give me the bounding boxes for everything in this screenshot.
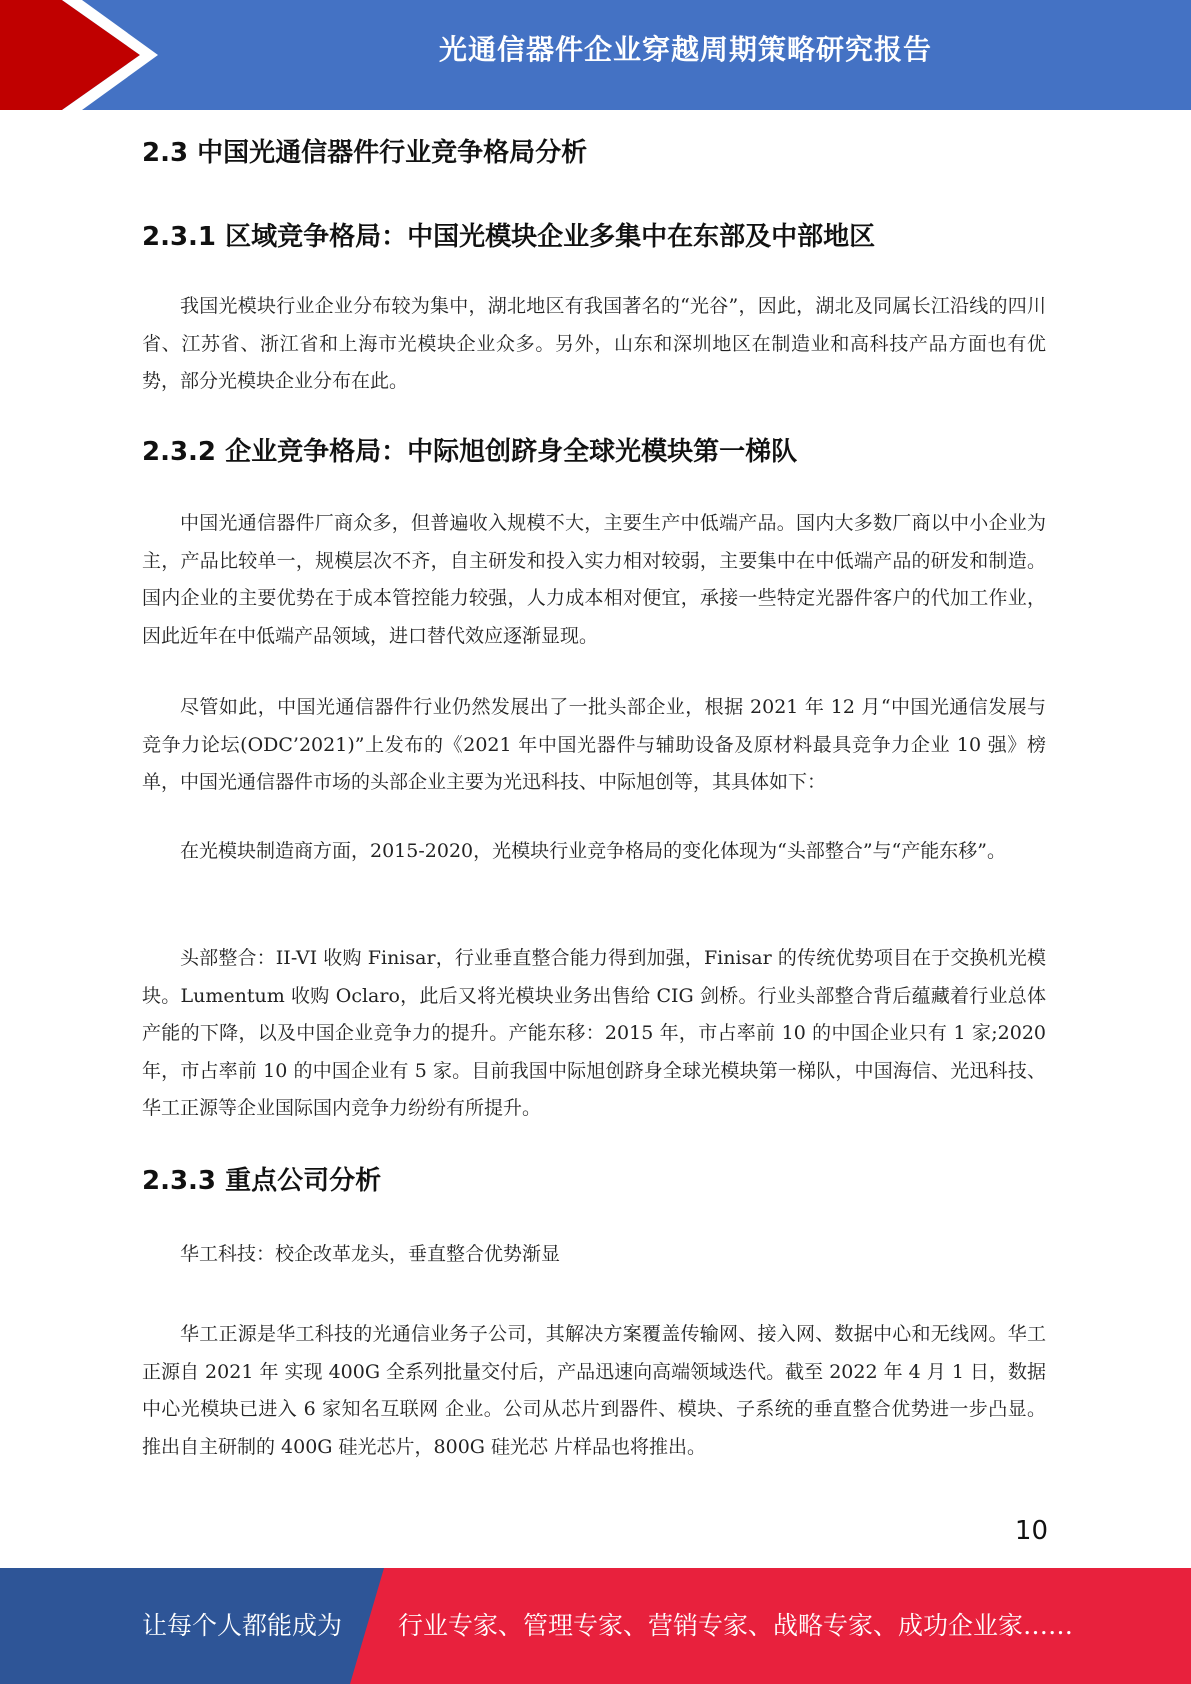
section-heading-2-3-2: 2.3.2 企业竞争格局：中际旭创跻身全球光模块第一梯队 (142, 437, 798, 467)
section-heading-2-3: 2.3 中国光通信器件行业竞争格局分析 (142, 138, 588, 168)
page-footer (0, 1568, 1191, 1684)
page-header (0, 0, 1191, 110)
paragraph-company-analysis: 华工正源是华工科技的光通信业务子公司，其解决方案覆盖传输网、接入网、数据中心和无线网。华工正源自 2021 年 实现 400G 全系列批量交付后，产品迅速向高端领域迭代。截至 2022 年 4 月 1 日，数据中心光模块已进入 6 家知名互联网 企业。公司从芯片到器件、模块、子系统的垂直整合优势进一步凸显。推出自主研制的 400G 硅光芯片，800G 硅光芯 片样品也将推出。 (142, 1323, 1046, 1458)
section-heading-2-3-3: 2.3.3 重点公司分析 (142, 1166, 382, 1196)
footer-slogan-right: 行业专家、管理专家、营销专家、战略专家、成功企业家…… (398, 1611, 1074, 1640)
footer-slogan-left: 让每个人都能成为 (142, 1611, 343, 1640)
paragraph-company-subtitle: 华工科技：校企改革龙头，垂直整合优势渐显 (180, 1243, 561, 1265)
page-number: 10 (1014, 1516, 1048, 1546)
section-heading-2-3-1: 2.3.1 区域竞争格局：中国光模块企业多集中在东部及中部地区 (142, 222, 876, 252)
paragraph-regional-distribution: 我国光模块行业企业分布较为集中，湖北地区有我国著名的“光谷”，因此，湖北及同属长江沿线的四川省、江苏省、浙江省和上海市光模块企业众多。另外，山东和深圳地区在制造业和高科技产品方面也有优势，部分光模块企业分布在此。 (142, 295, 1046, 392)
paragraph-head-integration: 头部整合：II-VI 收购 Finisar，行业垂直整合能力得到加强，Finisar 的传统优势项目在于交换机光模块。Lumentum 收购 Oclaro，此后又将光模块业务出售给 CIG 剑桥。行业头部整合背后蕴藏着行业总体产能的下降，以及中国企业竞争力的提升。产能东移：2015 年，市占率前 10 的中国企业只有 1 家;2020 年，市占率前 10 的中国企业有 5 家。目前我国中际旭创跻身全球光模块第一梯队，中国海信、光迅科技、华工正源等企业国际国内竞争力纷纷有所提升。 (142, 947, 1046, 1119)
header-title: 光通信器件企业穿越周期策略研究报告 (438, 33, 932, 66)
paragraph-market-shift: 在光模块制造商方面，2015-2020，光模块行业竞争格局的变化体现为“头部整合”与“产能东移”。 (180, 840, 1006, 862)
paragraph-industry-overview: 中国光通信器件厂商众多，但普遍收入规模不大，主要生产中低端产品。国内大多数厂商以中小企业为主，产品比较单一，规模层次不齐，自主研发和投入实力相对较弱，主要集中在中低端产品的研发和制造。国内企业的主要优势在于成本管控能力较强，人力成本相对便宜，承接一些特定光器件客户的代加工作业，因此近年在中低端产品领域，进口替代效应逐渐显现。 (142, 512, 1046, 647)
paragraph-top-enterprises: 尽管如此，中国光通信器件行业仍然发展出了一批头部企业，根据 2021 年 12 月“中国光通信发展与竞争力论坛(ODC’2021)”上发布的《2021 年中国光器件与辅助设备及原材料最具竞争力企业 10 强》榜单，中国光通信器件市场的头部企业主要为光迅科技、中际旭创等，其具体如下： (142, 696, 1046, 793)
